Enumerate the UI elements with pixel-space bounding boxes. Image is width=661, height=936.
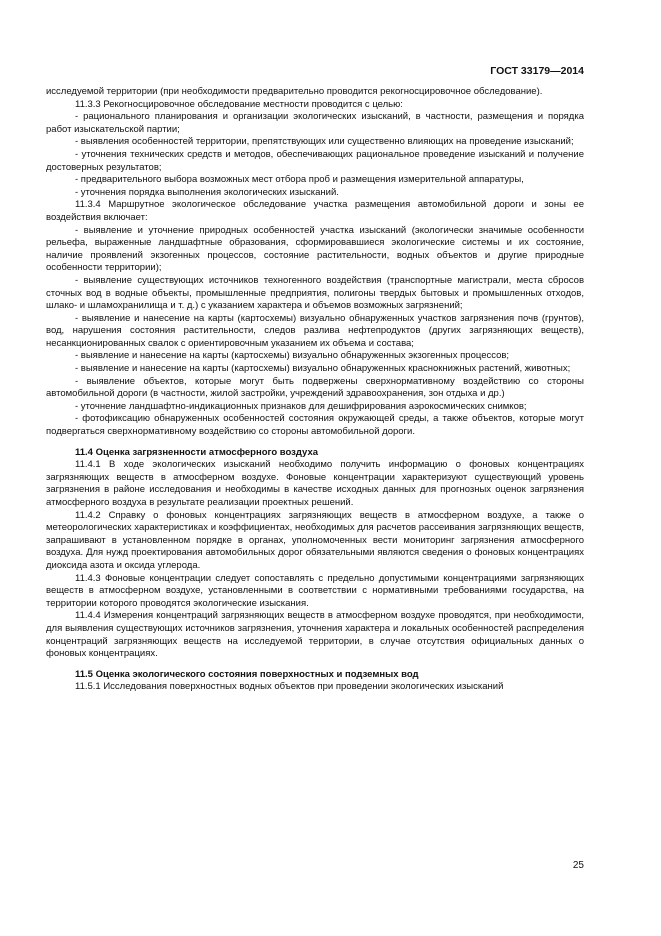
standard-header: ГОСТ 33179—2014	[490, 65, 584, 77]
paragraph: 11.4.3 Фоновые концентрации следует сопоставлять с предельно допустимыми концентрациями загрязняющих веществ в атмосферном воздухе, установленными в соответствии с нормативными требованиями государства, на территории которого проводятся экологические изыскания.	[46, 572, 584, 609]
paragraph: - выявления особенностей территории, препятствующих или существенно влияющих на проведение изысканий;	[75, 136, 574, 148]
document-body	[46, 86, 584, 694]
paragraph: 11.4.1 В ходе экологических изысканий необходимо получить информацию о фоновых концентрациях загрязняющих веществ в атмосферном воздухе. Фоновые концентрации характеризуют существующий уровень загрязнения в районе исследования и необходимы в качестве исходных данных для прогнозных оценок загрязнения атмосферного воздуха в результате реализации проектных решений.	[46, 459, 584, 508]
section-heading: 11.4 Оценка загрязненности атмосферного воздуха	[75, 446, 319, 458]
paragraph: исследуемой территории (при необходимости предварительно проводится рекогносцировочное обследование).	[46, 86, 543, 97]
paragraph: - фотофиксацию обнаруженных особенностей состояния окружающей среды, а также объектов, которые могут подвергаться сверхнормативному воздействию со стороны автомобильной дороги.	[46, 413, 584, 438]
paragraph: - выявление и нанесение на карты (картосхемы) визуально обнаруженных краснокнижных растений, животных;	[75, 363, 571, 375]
paragraph: - выявление существующих источников техногенного воздействия (транспортные магистрали, места сбросов сточных вод в водные объекты, промышленные предприятия, полигоны твердых бытовых и промышленных отходов, шлако- и шламохранилища и т. д.) с указанием характера и объемов возможных загрязнений;	[46, 274, 584, 312]
section-heading: 11.5 Оценка экологического состояния поверхностных и подземных вод	[75, 668, 419, 680]
paragraph: - выявление и уточнение природных особенностей участка изысканий (экологически значимые особенности рельефа, выраженные ландшафтные образования, сформировавшиеся экологические системы и их состояние, наличие проявлений экзогенных процессов, состояние растительности, водных объектов и другие природные особенности территории);	[46, 224, 584, 274]
paragraph: - выявление и нанесение на карты (картосхемы) визуально обнаруженных экзогенных процессов;	[75, 350, 510, 362]
page-number: 25	[572, 860, 584, 871]
paragraph: 11.4.4 Измерения концентраций загрязняющих веществ в атмосферном воздухе проводятся, при необходимости, для выявления существующих источников загрязнения, уточнения характера и локальных особенностей распределения концентраций загрязняющих веществ на исследуемой территории, в случае отсутствия официальных данных о фоновых концентрациях.	[46, 610, 584, 660]
paragraph: - выявление объектов, которые могут быть подвержены сверхнормативному воздействию со стороны автомобильной дороги (в частности, жилой застройки, учреждений здравоохранения, зон отдыха и др.)	[46, 375, 584, 400]
paragraph: 11.3.3 Рекогносцировочное обследование местности проводится с целью:	[75, 98, 403, 110]
paragraph: 11.5.1 Исследования поверхностных водных объектов при проведении экологических изысканий	[75, 681, 504, 693]
paragraph: - уточнения порядка выполнения экологических изысканий.	[75, 186, 339, 198]
paragraph: 11.4.2 Справку о фоновых концентрациях загрязняющих веществ в атмосферном воздухе, а также о метеорологических характеристиках и коэффициентах, необходимых для расчетов рассеивания загрязняющих веществ, запрашивают в установленном порядке в органах, уполномоченных вести мониторинг загрязнения атмосферного воздуха. Для нужд проектирования автомобильных дорог обязательными являются сведения о фоновых концентрациях диоксида азота и оксида углерода.	[46, 509, 584, 571]
paragraph: - рационального планирования и организации экологических изысканий, в частности, размещения и порядка работ изыскательской партии;	[46, 111, 584, 135]
paragraph: - предварительного выбора возможных мест отбора проб и размещения измерительной аппаратуры,	[75, 174, 524, 186]
paragraph: - выявление и нанесение на карты (картосхемы) визуально обнаруженных участков загрязнения почв (грунтов), вод, нарушения состояния растительности, следов разлива нефтепродуктов (других загрязняющих веществ), несанкционированных свалок с ориентировочным указанием их объема и состава;	[46, 312, 584, 349]
paragraph: 11.3.4 Маршрутное экологическое обследование участка размещения автомобильной дороги и зоны ее воздействия включает:	[46, 199, 584, 223]
paragraph: - уточнения технических средств и методов, обеспечивающих рациональное проведение изысканий и получение достоверных результатов;	[46, 148, 584, 173]
paragraph: - уточнение ландшафтно-индикационных признаков для дешифрирования аэрокосмических снимков;	[75, 400, 527, 412]
